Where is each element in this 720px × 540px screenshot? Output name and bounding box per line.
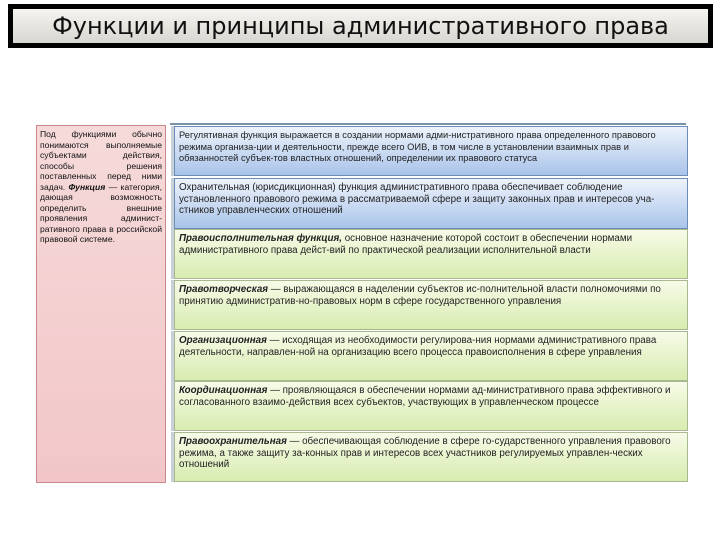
function-protective [174,178,688,229]
definition-box [36,125,166,483]
function-lawmaking [174,280,688,330]
definition-text-2: — категория, дающая возможность определить внешние проявления админист-ративного права в российской правовой системе. [40,181,163,244]
function-executive [174,229,688,279]
function-term: Организационная [179,335,267,346]
function-organizational [174,331,688,381]
function-text: Охранительная (юрисдикционная) функция административного права обеспечивает соблюдение установленного правового режима в рассматриваемой сфере и защиту законных прав и интересов уча-стников управленческих отношений [179,182,655,216]
function-term: Правоохранительная [179,436,287,447]
function-coordination [174,381,688,431]
slide-title: Функции и принципы административного права [8,4,713,48]
divider [170,123,686,125]
function-term: Координационная [179,385,268,396]
function-text: — обеспечивающая соблюдение в сфере го-сударственного управления правового режима, а также защиту за-конных прав и интересов всех участников регулируемых управлен-ческих отношений [179,436,671,470]
function-text: Регулятивная функция выражается в создании нормами адми-нистративного права определенного правового режима организа-ции и деятельности, прежде всего ОИВ, в том числе в установлении взаимных прав и обязанностей субъек-тов властных отношений, определении их правового статуса [179,130,656,163]
function-text: — выражающаяся в наделении субъектов ис-полнительной власти полномочиями по принятию административ-но-правовых норм в сфере государственного управления [179,284,661,307]
function-term: Правотворческая [179,284,269,295]
function-regulatory [174,126,688,176]
function-text: — исходящая из необходимости регулирова-ния нормами административного права деятельности, направлен-ной на организацию всего процесса правоисполнения в сфере управления [179,335,657,358]
function-text: — проявляющаяся в обеспечении нормами ад-министративного права эффективного и согласованного взаимо-действия всех субъектов, участвующих в управленческом процессе [179,385,671,408]
function-law-enforcement [174,432,688,482]
definition-term: Функция [68,181,106,192]
function-term: Правоисполнительная функция, [179,233,343,244]
function-text: основное назначение которой состоит в обеспечении нормами административного права дейст-вий по практической реализации исполнительной власти [179,233,633,256]
definition-text: Под функциями обычно понимаются выполняемые субъектами действия, способы решения поставленных перед ними задач. [40,129,162,192]
